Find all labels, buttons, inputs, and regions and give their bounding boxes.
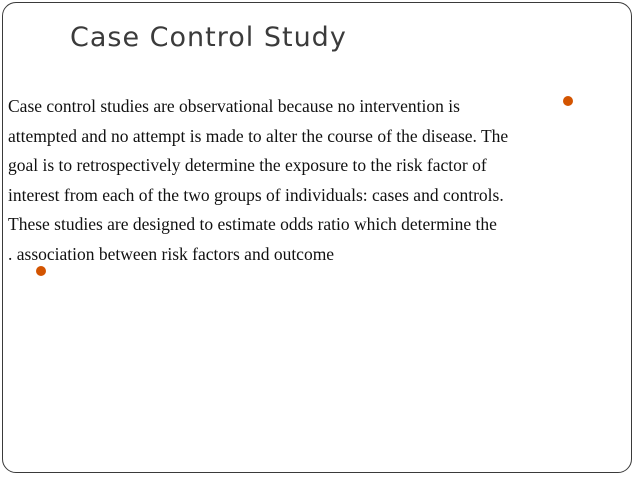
body-line: These studies are designed to estimate odds ratio which determine the <box>8 214 497 234</box>
body-line: interest from each of the two groups of individuals: cases and controls. <box>8 184 504 205</box>
bullet-dot-icon <box>36 266 46 276</box>
body-line: attempted and no attempt is made to alter the course of the disease. The <box>8 125 509 146</box>
body-line: . association between risk factors and outcome <box>8 243 335 264</box>
slide-title: Case Control Study <box>70 22 347 53</box>
slide-body <box>8 92 620 269</box>
body-line: goal is to retrospectively determine the exposure to the risk factor of <box>8 155 487 175</box>
body-line: Case control studies are observational because no intervention is <box>8 96 460 116</box>
bullet-dot-icon <box>563 96 573 106</box>
